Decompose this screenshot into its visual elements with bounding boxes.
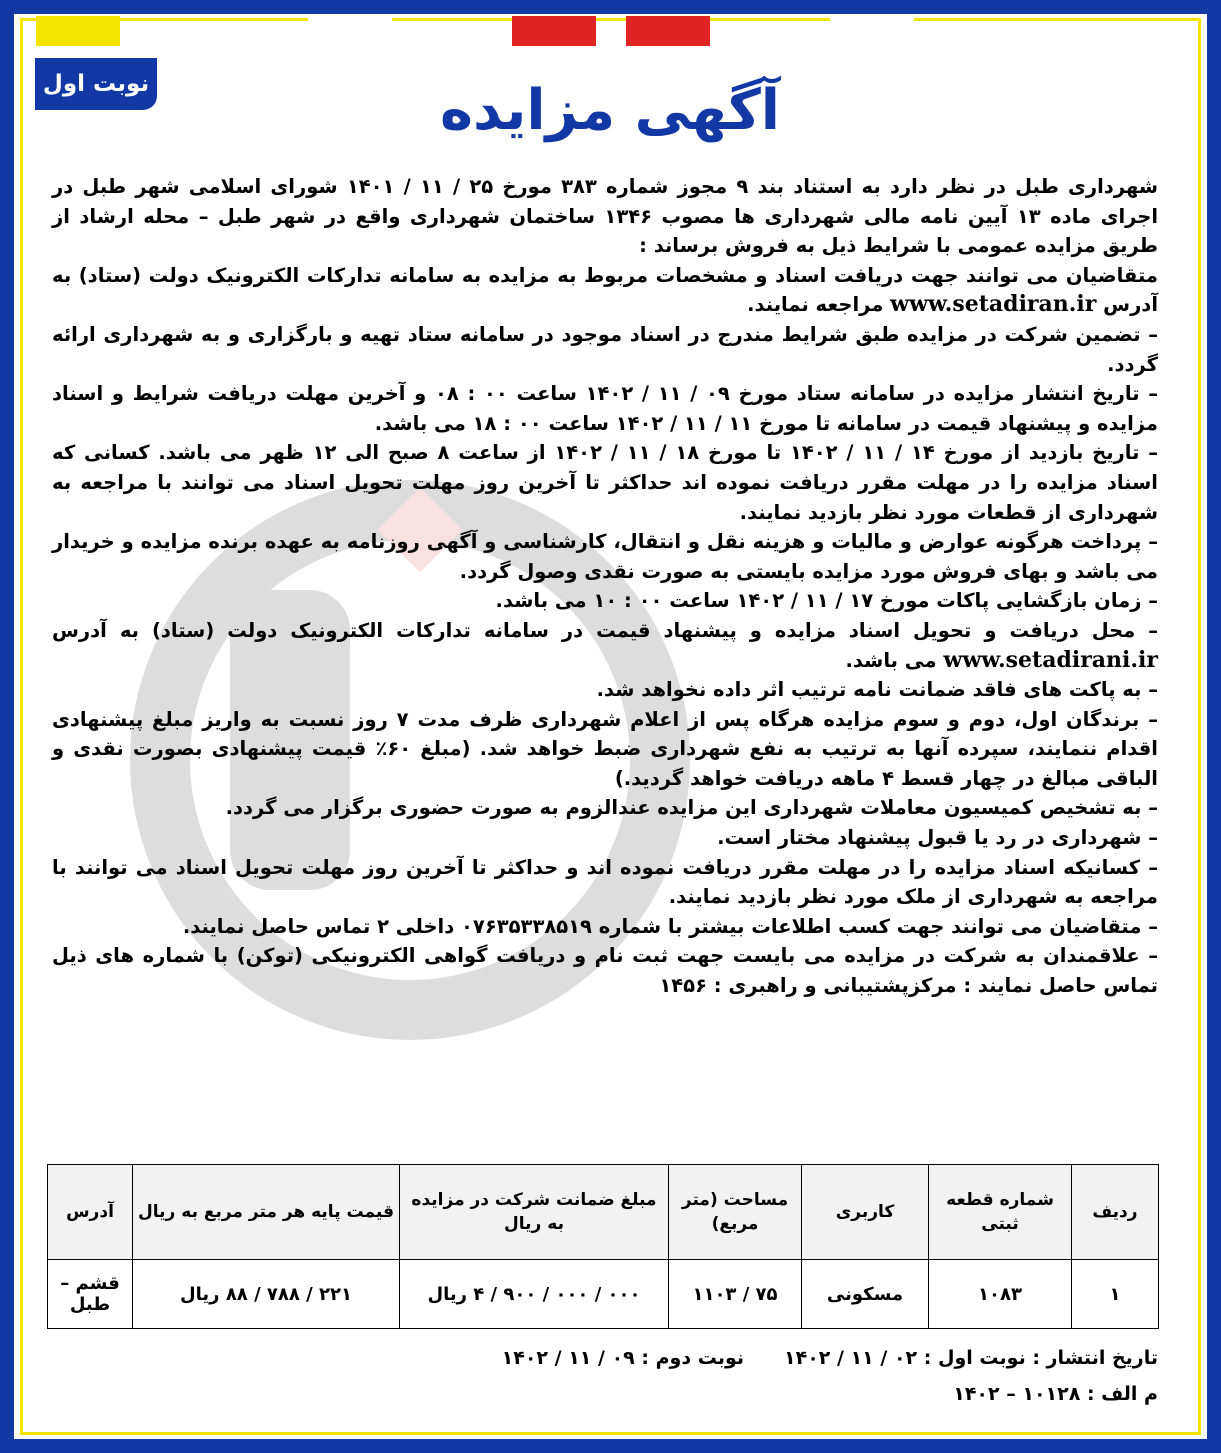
paragraph-dates: – تاریخ انتشار مزایده در سامانه ستاد مورخ ۰۹ / ۱۱ / ۱۴۰۲ ساعت ۰۰ : ۰۸ و آخرین مهلت دریافت شرایط و اسناد مزایده و پیشنهاد قیمت در سامانه تا مورخ ۱۱ / ۱۱ / ۱۴۰۲ ساعت ۰۰ : ۱۸ می باشد. [52,382,1158,435]
table-cell: ۱۰۸۳ [929,1260,1072,1329]
paragraph-commission: – به تشخیص کمیسیون معاملات شهرداری این مزایده عندالزوم به صورت حضوری برگزار می گردد. [225,796,1158,820]
paragraph-delivery: – محل دریافت و تحویل اسناد مزایده و پیشنهاد قیمت در سامانه تدارکات الکترونیک دولت (ستاد) به آدرس www.setadirani.ir می باشد. [52,618,1158,673]
table-header: آدرس [48,1165,133,1260]
paragraph-visit-2: – کسانیکه اسناد مزایده را در مهلت مقرر دریافت نموده اند و حداکثر تا آخرین روز مهلت تحویل اسناد می توانند با مراجعه به شهرداری از ملک مورد نظر بازدید نمایند. [52,855,1158,909]
color-strip-red [512,16,596,46]
table-cell: قشم – طبل [48,1260,133,1329]
announcement-body [52,172,1158,1001]
paragraph-visit: – تاریخ بازدید از مورخ ۱۴ / ۱۱ / ۱۴۰۲ تا مورخ ۱۸ / ۱۱ / ۱۴۰۲ از ساعت ۸ صبح الی ۱۲ ظهر می باشد. کسانی که اسناد مزایده را در مهلت مقرر دریافت نموده اند حداکثر تا آخرین روز مهلت تحویل اسناد می توانند با مراجعه به شهرداری از قطعات مورد نظر بازدید نمایند. [52,441,1158,524]
table-header: کاربری [802,1165,929,1260]
table-cell: ۱ [1072,1260,1159,1329]
table-header: قیمت پایه هر متر مربع به ریال [133,1165,400,1260]
paragraph-no-guarantee: – به پاکت های فاقد ضمانت نامه ترتیب اثر داده نخواهد شد. [596,678,1158,702]
color-strip-yellow [36,16,120,46]
page-title: آگهی مزایده [439,78,781,143]
paragraph-opening: – زمان بازگشایی پاکات مورخ ۱۷ / ۱۱ / ۱۴۰۲ ساعت ۰۰ : ۱۰ می باشد. [495,589,1158,613]
table-header-row [48,1165,1159,1260]
color-strip-red [626,16,710,46]
paragraph-fees: – پرداخت هرگونه عوارض و مالیات و هزینه نقل و انتقال، کارشناسی و آگهی روزنامه به عهده برنده مزایده و خریدار می باشد و بهای فروش مورد مزایده بایستی به صورت نقدی وصول گردد. [52,530,1158,583]
table-header: شماره قطعه ثبتی [929,1165,1072,1260]
edition-badge: نوبت اول [35,58,157,110]
paragraph-token: – علاقمندان به شرکت در مزایده می بایست جهت ثبت نام و دریافت گواهی الکترونیکی (توکن) با شماره های ذیل تماس حاصل نمایند : مرکزپشتیبانی و راهبری : ۱۴۵۶ [52,944,1158,998]
paragraph-winners: – برندگان اول، دوم و سوم مزایده هرگاه پس از اعلام شهرداری ظرف مدت ۷ روز نسبت به واریز مبلغ پیشنهادی اقدام ننمایند، سپرده آنها به ترتیب به نفع شهرداری ضبط خواهد شد. (مبلغ ۶۰٪ قیمت پیشنهادی بصورت نقدی و الباقی مبالغ در چهار قسط ۴ ماهه دریافت خواهد گردید.) [52,707,1158,790]
table-header: مبلغ ضمانت شرکت در مزایده به ریال [400,1165,669,1260]
table-cell: ۲۲۱ / ۷۸۸ / ۸۸ ریال [133,1260,400,1329]
paragraph-reject: – شهرداری در رد یا قبول پیشنهاد مختار است. [717,826,1158,850]
paragraph-guarantee: – تضمین شرکت در مزایده طبق شرایط مندرج در اسناد موجود در سامانه ستاد تهیه و بارگزاری و به شهرداری ارائه گردد. [52,322,1158,376]
color-strip-white [308,16,392,46]
paragraph-contact: – متقاضیان می توانند جهت کسب اطلاعات بیشتر با شماره ۰۷۶۳۵۳۳۸۵۱۹ داخلی ۲ تماس حاصل نمایند. [182,914,1158,938]
setad-link[interactable]: www.setadiran.ir [890,291,1097,318]
publication-dates: تاریخ انتشار : نوبت اول : ۰۲ / ۱۱ / ۱۴۰۲نوبت دوم : ۰۹ / ۱۱ / ۱۴۰۲ [501,1347,1158,1369]
paragraph-docs: متقاضیان می توانند جهت دریافت اسناد و مشخصات مربوط به مزایده به سامانه تدارکات الکترونیک دولت (ستاد) به آدرس www.setadiran.ir مراجعه نمایند. [52,263,1158,318]
table-cell: مسکونی [802,1260,929,1329]
publication-footer [52,1340,1158,1412]
table-row [48,1260,1159,1329]
table-header: ردیف [1072,1165,1159,1260]
table-cell: ۷۵ / ۱۱۰۳ [669,1260,802,1329]
table-cell: ۰۰۰ / ۰۰۰ / ۹۰۰ / ۴ ریال [400,1260,669,1329]
setad-link-2[interactable]: www.setadirani.ir [943,646,1158,673]
auction-table [47,1164,1159,1329]
table-header: مساحت (متر مربع) [669,1165,802,1260]
reference-code: م الف : ۱۰۱۲۸ – ۱۴۰۲ [953,1383,1158,1405]
color-strip-white [830,16,914,46]
paragraph-intro: شهرداری طبل در نظر دارد به استناد بند ۹ مجوز شماره ۳۸۳ مورخ ۲۵ / ۱۱ / ۱۴۰۱ شورای اسلامی شهر طبل در اجرای ماده ۱۳ آیین نامه مالی شهرداری ها مصوب ۱۳۴۶ ساختمان شهرداری واقع در شهر طبل – محله ارشاد از طریق مزایده عمومی با شرایط ذیل به فروش برساند : [52,175,1158,258]
